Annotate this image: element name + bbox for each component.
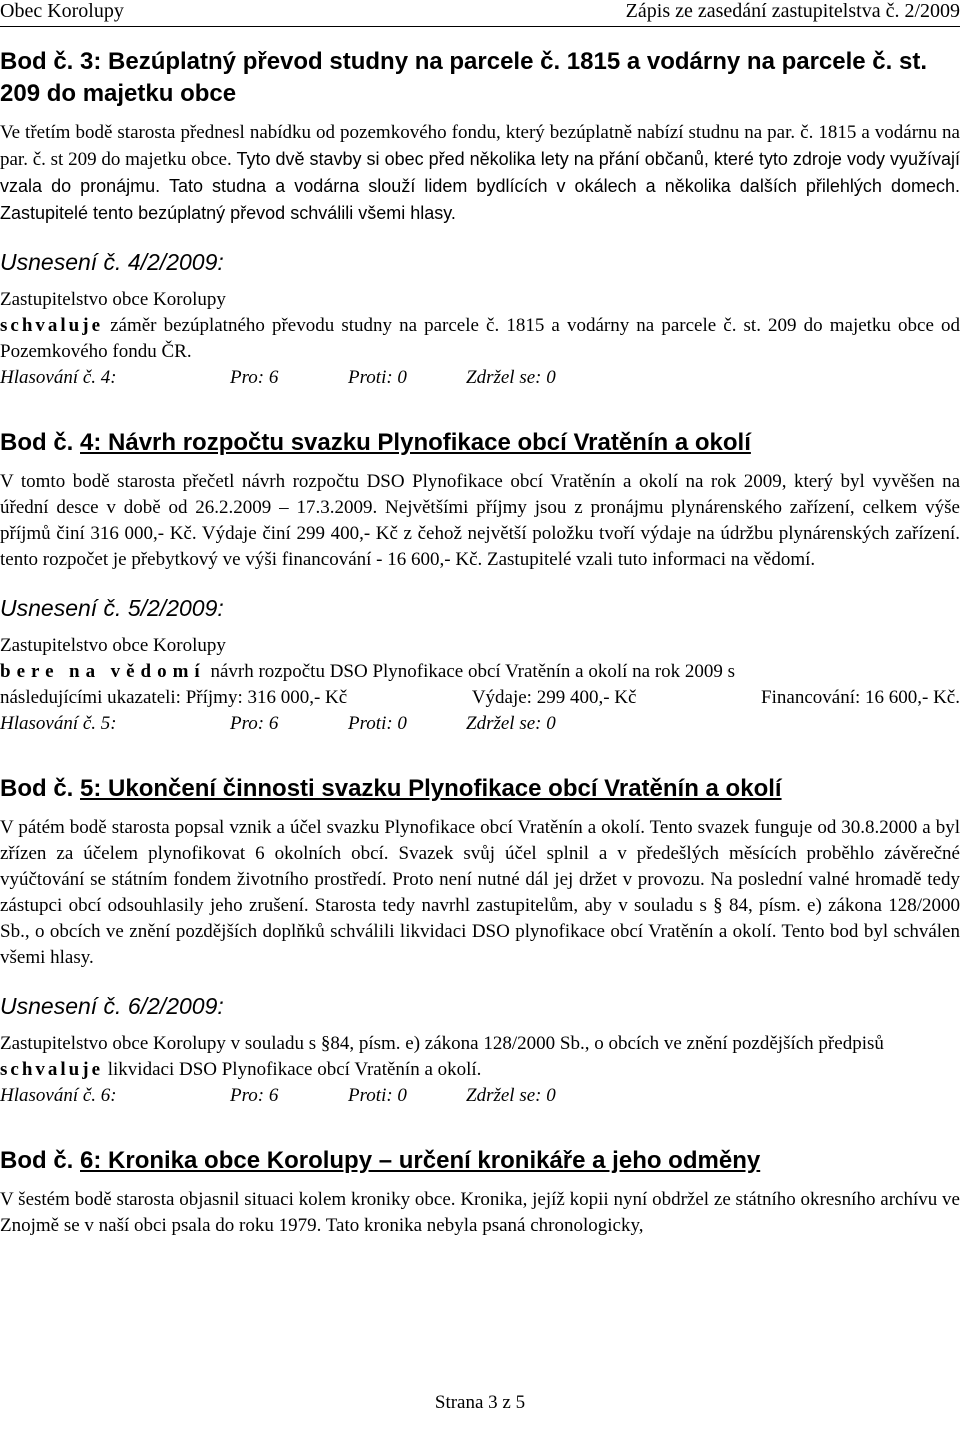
resolution-heading-6: Usnesení č. 6/2/2009: <box>0 993 224 1019</box>
resolution-6-content: likvidaci DSO Plynofikace obcí Vratěnín a okolí. <box>103 1059 482 1080</box>
resolution-heading-5: Usnesení č. 5/2/2009: <box>0 595 224 621</box>
page-content <box>0 46 960 1239</box>
resolution-5-content: návrh rozpočtu DSO Plynofikace obcí Vratěnín a okolí na rok 2009 s <box>205 661 736 682</box>
bod-4-paragraph: V tomto bodě starosta přečetl návrh rozpočtu DSO Plynofikace obcí Vratěnín a okolí na rok 2009, který byl vyvěšen na úřední desce v době od 26.2.2009 – 17.3.2009. Největšími příjmy jsou z pronájmu plynárenského zařízení, celkem výše příjmů činí 316 000,- Kč. Výdaje činí 299 400,- Kč z čehož největší položku tvoří výdaje na údržbu plynárenských zařízení. tento rozpočet je přebytkový ve výši financování - 16 600,- Kč. Zastupitelé vzali tuto informaci na vědomí. <box>0 471 960 570</box>
resolution-6-body: Zastupitelstvo obce Korolupy v souladu s §84, písm. e) zákona 128/2000 Sb., o obcích ve znění pozdějších předpisů <box>0 1033 884 1054</box>
section-heading-bod-5 <box>0 773 960 805</box>
section-heading-bod-4 <box>0 427 960 459</box>
bod-3-sentence-1: Ve třetím bodě starosta přednesl nabídku od pozemkového fondu, který bezúplatně nabízí studnu na par. č. 1815 a vodárnu na par. č. st 209 do majetku obce. <box>0 122 960 170</box>
vote-4-label: Hlasování č. 4: <box>0 367 117 388</box>
header-document-title: Zápis ze zasedání zastupitelstva č. 2/2009 <box>625 0 960 22</box>
resolution-5-indicators <box>0 685 960 711</box>
resolution-4-content: záměr bezúplatného převodu studny na parcele č. 1815 a vodárny na parcele č. st. 209 do majetku obce od Pozemkového fondu ČR. <box>0 315 960 362</box>
bod-3-sentence-2: Tyto dvě stavby si obec před několika lety na přání občanů, které tyto zdroje vody využívají vzala do pronájmu. <box>0 149 960 196</box>
bod-5-title: 5: Ukončení činnosti svazku Plynofikace obcí Vratěnín a okolí <box>80 775 782 802</box>
bod-3-sentence-4: Zastupitelé tento bezúplatný převod schválili všemi hlasy. <box>0 203 456 223</box>
vote-5 <box>0 711 960 737</box>
resolution-5-text <box>0 659 960 685</box>
indicator-income: následujícími ukazateli: Příjmy: 316 000,- Kč <box>0 687 348 708</box>
vote-6-pro: Pro: 6 <box>230 1085 279 1106</box>
section-heading-bod-6 <box>0 1145 960 1177</box>
vote-4-proti: Proti: 0 <box>348 367 407 388</box>
resolution-5-verb-2: na <box>69 661 102 682</box>
page-header <box>0 0 960 27</box>
resolution-4-verb: schvaluje <box>0 315 103 336</box>
resolution-5-verb-1: bere <box>0 661 60 682</box>
bod-4-title: 4: Návrh rozpočtu svazku Plynofikace obcí Vratěnín a okolí <box>80 429 751 456</box>
vote-6-label: Hlasování č. 6: <box>0 1085 117 1106</box>
vote-5-pro: Pro: 6 <box>230 713 279 734</box>
resolution-heading-4: Usnesení č. 4/2/2009: <box>0 249 224 275</box>
bod-5-paragraph: V pátém bodě starosta popsal vznik a účel svazku Plynofikace obcí Vratěnín a okolí. Tento svazek funguje od 30.8.2000 a byl zřízen za účelem plynofikovat 6 okolních obcí. Svazek svůj účel splnil a v předešlých měsících proběhlo závěrečné vyúčtování se státním fondem životního prostředí. Proto není nutné dál jej držet v provozu. Na poslední valné hromadě tedy zástupci obcí odsouhlasily jeho zrušení. Starosta tedy navrhl zastupitelům, aby v souladu s § 84, písm. e) zákona 128/2000 Sb., o obcích ve znění pozdějších doplňků schválili likvidaci DSO plynofikace obcí Vratěnín a okolí. Tento bod byl schválen všemi hlasy. <box>0 817 960 968</box>
vote-5-label: Hlasování č. 5: <box>0 713 117 734</box>
resolution-4-body: Zastupitelstvo obce Korolupy <box>0 289 226 310</box>
indicator-financing: Financování: 16 600,- Kč. <box>761 687 960 708</box>
section-heading-bod-3: Bod č. 3: Bezúplatný převod studny na parcele č. 1815 a vodárny na parcele č. st. 209 do majetku obce <box>0 48 927 107</box>
bod-3-paragraph <box>0 120 960 227</box>
resolution-4-text <box>0 313 960 365</box>
vote-5-zdrzel: Zdržel se: 0 <box>466 713 556 734</box>
page-number: Strana 3 z 5 <box>434 1392 526 1413</box>
bod-6-paragraph: V šestém bodě starosta objasnil situaci kolem kroniky obce. Kronika, jejíž kopii nyní obdržel ze státního okresního archívu ve Znojmě se v naší obci psala do roku 1979. Tato kronika nebyla psaná chronologicky, <box>0 1189 960 1236</box>
bod-5-prefix: Bod č. <box>0 775 81 802</box>
vote-6-proti: Proti: 0 <box>348 1085 407 1106</box>
vote-4-zdrzel: Zdržel se: 0 <box>466 367 556 388</box>
bod-6-title: 6: Kronika obce Korolupy – určení kronikáře a jeho odměny <box>80 1147 761 1174</box>
header-municipality: Obec Korolupy <box>0 0 124 22</box>
indicator-expenses: Výdaje: 299 400,- Kč <box>471 687 637 708</box>
bod-4-prefix: Bod č. <box>0 429 81 456</box>
resolution-6-text <box>0 1057 960 1083</box>
vote-5-proti: Proti: 0 <box>348 713 407 734</box>
resolution-5-verb-3: vědomí <box>110 661 206 682</box>
bod-3-sentence-3: Tato studna a vodárna slouží lidem bydlících v okálech a několika dalších přilehlých domech. <box>168 176 960 196</box>
vote-6 <box>0 1083 960 1109</box>
vote-4-pro: Pro: 6 <box>230 367 279 388</box>
vote-4 <box>0 365 960 391</box>
bod-6-prefix: Bod č. <box>0 1147 81 1174</box>
resolution-6-verb: schvaluje <box>0 1059 103 1080</box>
resolution-5-body: Zastupitelstvo obce Korolupy <box>0 635 226 656</box>
vote-6-zdrzel: Zdržel se: 0 <box>466 1085 556 1106</box>
